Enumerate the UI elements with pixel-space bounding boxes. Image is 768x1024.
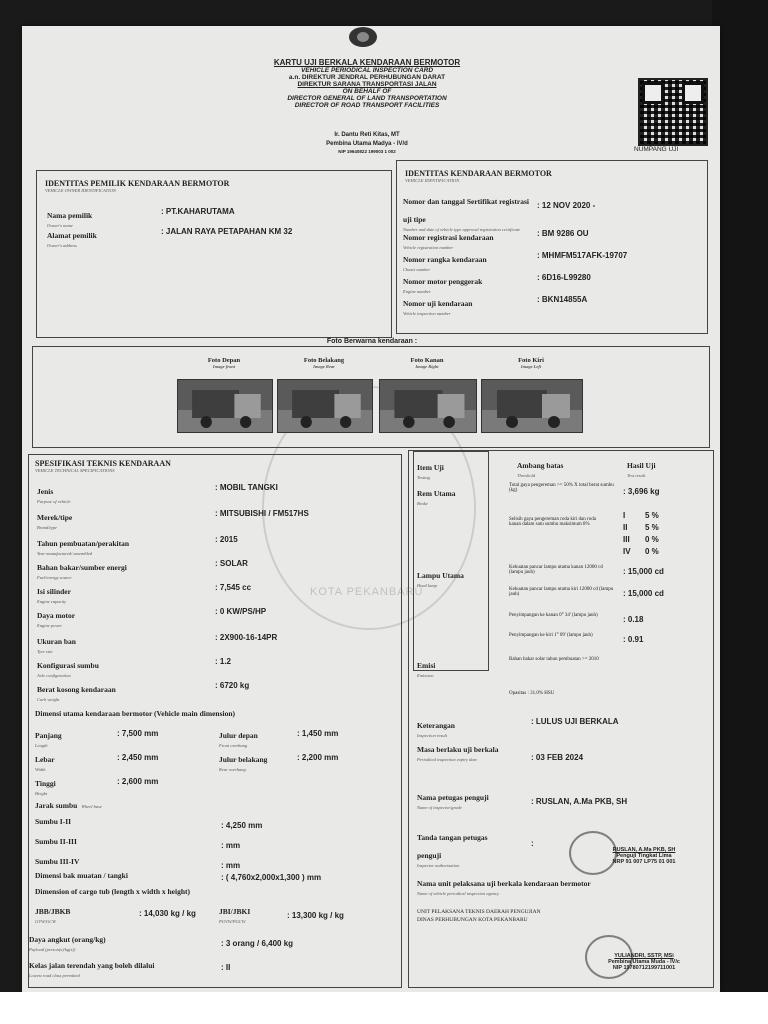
overhang-value: : 1,450 mm — [297, 729, 339, 738]
vehicle-id-value: : BM 9286 OU — [537, 229, 589, 238]
spec-label: Daya motor — [37, 611, 76, 620]
headlamp-result: : 15,000 cd — [623, 589, 664, 598]
result-label: Keterangan — [417, 721, 455, 730]
jbb-sub: GVW/GCW — [35, 919, 56, 924]
vehicle-id-sub: Chasis number — [403, 267, 431, 272]
vehicle-id-value: : BKN14855A — [537, 295, 588, 304]
cargo-value: : ( 4,760x2,000x1,300 ) mm — [221, 873, 322, 882]
brake-sub: Brake — [417, 501, 428, 506]
vehicle-photo — [177, 379, 273, 433]
overhang-sub: Rear overhang — [219, 767, 246, 772]
signer-rank: Pembina Utama Madya - IV/d — [326, 141, 408, 147]
vehicle-id-value: : 12 NOV 2020 - — [537, 201, 596, 210]
specs-subtitle: VEHICLE TECHNICAL SPECIFICATIONS — [35, 468, 115, 473]
vehicle-id-subtitle: VEHICLE IDENTIFICATION — [405, 178, 460, 183]
header-line-1: a.n. DIREKTUR JENDRAL PERHUBUNGAN DARAT — [288, 74, 446, 81]
col-threshold-sub: Threshold — [517, 473, 536, 478]
headlamp-threshold: Penyimpangan ke kanan 0° 34' (lampu jauh) — [509, 613, 598, 618]
vehicle-photo — [481, 379, 583, 433]
headlamp-result: : 0.91 — [623, 635, 644, 644]
expiry-value: : 03 FEB 2024 — [531, 753, 584, 762]
dimension-sub: Length — [35, 743, 48, 748]
photo-label: Foto Depan — [207, 357, 241, 364]
owner-section-subtitle: VEHICLE OWNER IDENTIFICATION — [45, 188, 116, 193]
axle-value: : 4,250 mm — [221, 821, 263, 830]
expiry-sub: Periodical inspection expiry date — [417, 757, 477, 762]
officer-sub: Name of inspector/grade — [417, 805, 462, 810]
spec-label: Jenis — [37, 487, 54, 496]
photo-label: Foto Belakang — [303, 357, 345, 364]
road-class-value: : II — [221, 963, 231, 972]
expiry-group — [417, 739, 513, 762]
brake-group — [417, 483, 456, 506]
spec-label: Ukuran ban — [37, 637, 76, 646]
unit-value-2: DINAS PERHUBUNGAN KOTA PEKANBARU — [417, 917, 528, 923]
test-results-section — [408, 450, 714, 988]
brake-axle-id: IV — [623, 547, 631, 556]
spec-label: Tahun pembuatan/perakitan — [37, 539, 130, 548]
spec-row-label — [37, 655, 207, 678]
dimension-row-label — [35, 725, 115, 748]
spec-sub: Year manufactured/ assembled — [37, 551, 93, 556]
axle-label: Sumbu II-III — [35, 837, 77, 846]
unit-value-1: UNIT PELAKSANA TEKNIS DAERAH PENGUJIAN — [417, 909, 541, 915]
overhang-row-label — [219, 749, 299, 772]
photo-sub: Image front — [212, 364, 236, 369]
vehicle-id-sub: Number and date of vehicle type approval registration certificate — [403, 227, 521, 232]
brake-axle-id: II — [623, 523, 628, 532]
overhang-label: Julur depan — [219, 731, 258, 740]
officer-label: Nama petugas penguji — [417, 793, 489, 802]
spec-sub: Curb weight — [37, 697, 60, 702]
road-class-label: Kelas jalan terendah yang boleh dilalui — [29, 961, 155, 970]
dimension-label: Tinggi — [35, 779, 56, 788]
jbb-group — [35, 901, 70, 924]
vehicle-photo — [277, 379, 373, 433]
brake-axle-id: I — [623, 511, 626, 520]
card-header — [222, 58, 512, 109]
wheelbase-group — [35, 795, 102, 813]
dimension-value: : 2,600 mm — [117, 777, 159, 786]
spec-row-label — [37, 507, 207, 530]
spec-sub: Engine capacity — [37, 599, 67, 604]
headlamp-threshold: Penyimpangan ke kiri 1° 09' (lampu jauh) — [509, 633, 593, 638]
photo-label: Foto Kanan — [410, 357, 444, 364]
signature-sub: Inspector authorization — [417, 863, 460, 868]
road-class-sub: Lowest road class permitted — [29, 973, 80, 978]
dimension-label: Lebar — [35, 755, 55, 764]
signer-name: Ir. Dantu Reti Kitas, MT — [334, 132, 400, 138]
card-title: KARTU UJI BERKALA KENDARAAN BERMOTOR — [273, 58, 461, 67]
owner-name-sub: Owner's name — [47, 223, 73, 228]
photo-caption — [481, 357, 581, 369]
head-sign-nip: NIP 19780712199711001 — [612, 965, 676, 971]
inspection-card — [22, 26, 720, 992]
jbi-value: : 13,300 kg / kg — [287, 911, 344, 920]
officer-value: : RUSLAN, A.Ma PKB, SH — [531, 797, 628, 806]
spec-value: : 1.2 — [215, 657, 232, 666]
vehicle-id-row-label — [403, 271, 533, 294]
officer-group — [417, 787, 513, 810]
col-result-header — [627, 455, 656, 478]
inspector-sign-name: RUSLAN, A.Ma PKB, SH — [612, 847, 676, 853]
owner-address-sub: Owner's address — [47, 243, 77, 248]
vehicle-id-row-label — [403, 227, 533, 250]
overhang-sub: Front overhang — [219, 743, 248, 748]
emission-threshold: Bahan bakar solar tahun pembuatan >= 2010 — [509, 657, 599, 662]
vehicle-id-label: Nomor motor penggerak — [403, 277, 483, 286]
spec-value: : 0 KW/PS/HP — [215, 607, 267, 616]
col-result-sub: Test result — [627, 473, 646, 478]
signature-colon: : — [531, 839, 534, 848]
spec-value: : 6720 kg — [215, 681, 250, 690]
headlamp-result: : 0.18 — [623, 615, 644, 624]
brake-threshold-1: Total gaya pengereman >= 50% X total berat sumbu (kg) — [509, 483, 614, 493]
spec-sub: Purpose of vehicle — [37, 499, 71, 504]
vehicle-id-label: Nomor dan tanggal Sertifikat registrasi uji tipe — [403, 197, 529, 224]
headlamp-label: Lampu Utama — [417, 571, 464, 580]
owner-address-label-group — [47, 225, 157, 248]
vehicle-id-sub: Vehicle registration number — [403, 245, 454, 250]
vehicle-id-value: : MHMFM517AFK-19707 — [537, 251, 628, 260]
photo-label: Foto Kiri — [518, 357, 544, 364]
vehicle-identification-section — [396, 160, 708, 334]
headlamp-sub: Head lamp — [417, 583, 437, 588]
vehicle-id-label: Nomor rangka kendaraan — [403, 255, 487, 264]
spec-value: : SOLAR — [215, 559, 248, 568]
spec-label: Merek/tipe — [37, 513, 73, 522]
spec-label: Isi silinder — [37, 587, 71, 596]
cargo-label: Dimensi bak muatan / tangki — [35, 871, 128, 880]
unit-label: Nama unit pelaksana uji berkala kendaraan bermotor — [417, 879, 591, 888]
dimension-row-label — [35, 749, 115, 772]
spec-value: : MOBIL TANGKI — [215, 483, 278, 492]
specs-title: SPESIFIKASI TEKNIS KENDARAAN — [35, 459, 171, 468]
spec-row-label — [37, 481, 207, 504]
numpang-uji-label: NUMPANG UJI — [634, 146, 679, 153]
head-signature-block — [589, 953, 699, 971]
spec-value: : 2X900-16-14PR — [215, 633, 278, 642]
background-edge — [712, 0, 768, 1024]
wheelbase-sub: Wheel base — [81, 804, 102, 809]
dimension-sub: Height — [35, 791, 48, 796]
jbi-label: JBI/JBKI — [219, 907, 251, 916]
col-threshold-header — [517, 455, 563, 478]
vehicle-id-row-label — [403, 249, 533, 272]
col-result-title: Hasil Uji — [627, 461, 656, 470]
owner-section — [36, 170, 392, 338]
brake-threshold-2: Selisih gaya pengereman roda kiri dan roda kanan dalam satu sumbu maksimum 8% — [509, 517, 596, 527]
payload-group — [29, 929, 106, 952]
spec-label: Bahan bakar/sumber energi — [37, 563, 127, 572]
photo-sub: Image Left — [520, 364, 542, 369]
signature-label: Tanda tangan petugas penguji — [417, 833, 488, 860]
road-class-group — [29, 955, 155, 978]
spec-value: : 7,545 cc — [215, 583, 252, 592]
signature-group — [417, 827, 513, 868]
photo-caption — [379, 357, 475, 369]
spec-row-label — [37, 581, 207, 604]
dimension-value: : 2,450 mm — [117, 753, 159, 762]
signer-nip: NIP 19640822 199003 1 002 — [338, 149, 396, 154]
brake-axle-value: 0 % — [645, 535, 659, 544]
headlamp-result: : 15,000 cd — [623, 567, 664, 576]
garuda-emblem-icon — [346, 26, 380, 48]
header-line-2: DIREKTUR SARANA TRANSPORTASI JALAN — [297, 81, 437, 88]
photo-caption — [177, 357, 271, 369]
payload-value: : 3 orang / 6,400 kg — [221, 939, 294, 948]
inspector-signature-block — [589, 847, 699, 865]
vehicle-id-label: Nomor uji kendaraan — [403, 299, 473, 308]
photo-caption — [277, 357, 371, 369]
spec-row-label — [37, 533, 207, 556]
spec-sub: Engine power — [37, 623, 63, 628]
spec-row-label — [37, 557, 207, 580]
spec-sub: Axle configuration — [37, 673, 71, 678]
cargo-sub: Dimension of cargo tub (length x width x height) — [35, 887, 191, 896]
vehicle-photo — [379, 379, 477, 433]
brake-axle-value: 5 % — [645, 511, 659, 520]
dimension-title: Dimensi utama kendaraan bermotor (Vehicle main dimension) — [35, 709, 236, 718]
photos-section — [32, 346, 710, 448]
overhang-label: Julur belakang — [219, 755, 268, 764]
inspector-sign-nrp: NRP 91 007 LP75 01 001 — [612, 859, 676, 865]
axle-value: : mm — [221, 861, 241, 870]
vehicle-id-title: IDENTITAS KENDARAAN BERMOTOR — [405, 169, 552, 178]
headlamp-threshold: Kekuatan pancar lampu utama kanan 12000 cd (lampu jauh) — [509, 565, 603, 575]
brake-axle-value: 0 % — [645, 547, 659, 556]
opacity-value: Opasitas : 31.0% HSU — [509, 691, 555, 696]
header-line-4: DIRECTOR GENERAL OF LAND TRANSPORTATION — [287, 95, 447, 102]
result-sub: Inspection result — [417, 733, 447, 738]
spec-value: : 2015 — [215, 535, 238, 544]
header-line-3: ON BEHALF OF — [342, 88, 392, 95]
axle-label: Sumbu III-IV — [35, 857, 80, 866]
expiry-label: Masa berlaku uji berkala — [417, 745, 499, 754]
spec-row-label — [37, 605, 207, 628]
card-title-en: VEHICLE PERIODICAL INSPECTION CARD — [300, 67, 434, 74]
photo-sub: Image Right — [415, 364, 439, 369]
payload-sub: Payload (person(s)/kg(s)) — [29, 947, 76, 952]
col-threshold-title: Ambang batas — [517, 461, 564, 470]
vehicle-id-sub: Engine number — [403, 289, 431, 294]
jbi-sub: PGVW/PGCW — [219, 919, 246, 924]
headlamp-group — [417, 565, 464, 588]
spec-value: : MITSUBISHI / FM517HS — [215, 509, 309, 518]
photos-title: Foto Berwarna kendaraan : — [326, 338, 418, 345]
col-item-title: Item Uji — [417, 463, 444, 472]
spec-sub: Brand/type — [37, 525, 57, 530]
owner-section-title: IDENTITAS PEMILIK KENDARAAN BERMOTOR — [45, 179, 230, 188]
brake-axle-id: III — [623, 535, 630, 544]
spec-row-label — [37, 679, 207, 702]
owner-address-value: : JALAN RAYA PETAPAHAN KM 32 — [161, 227, 293, 236]
watermark-text: KOTA PEKANBARU — [310, 586, 424, 598]
vehicle-id-value: : 6D16-L99280 — [537, 273, 591, 282]
dimension-sub: Width — [35, 767, 46, 772]
overhang-row-label — [219, 725, 299, 748]
spec-sub: Fuel/energy source — [37, 575, 72, 580]
wheelbase-label: Jarak sumbu — [35, 801, 78, 810]
vehicle-id-row-label — [403, 191, 533, 232]
brake-result-1: : 3,696 kg — [623, 487, 660, 496]
vehicle-id-sub: Vehicle inspection number — [403, 311, 451, 316]
col-item-header — [417, 457, 444, 480]
dimension-value: : 7,500 mm — [117, 729, 159, 738]
bottom-margin — [0, 992, 768, 1024]
inspector-sign-rank: Penguji Tingkat Lima — [616, 853, 672, 859]
qr-code-icon — [638, 78, 708, 146]
emission-sub: Emission — [417, 673, 434, 678]
dimension-row-label — [35, 773, 115, 796]
header-line-5: DIRECTOR OF ROAD TRANSPORT FACILITIES — [294, 102, 440, 109]
photo-sub: Image Rear — [313, 364, 335, 369]
headlamp-threshold: Kekuatan pancar lampu utama kiri 12000 cd (lampu jauh) — [509, 587, 614, 597]
owner-name-value: : PT.KAHARUTAMA — [161, 207, 235, 216]
vehicle-id-row-label — [403, 293, 533, 316]
result-value: : LULUS UJI BERKALA — [531, 717, 619, 726]
spec-sub: Tyre size — [37, 649, 53, 654]
vehicle-id-label: Nomor registrasi kendaraan — [403, 233, 494, 242]
result-group — [417, 715, 455, 738]
spec-label: Berat kosong kendaraan — [37, 685, 116, 694]
axle-label: Sumbu I-II — [35, 817, 72, 826]
owner-address-label: Alamat pemilik — [47, 231, 97, 240]
technical-specifications-section — [28, 454, 402, 988]
payload-label: Daya angkut (orang/kg) — [29, 935, 106, 944]
header-signature — [262, 132, 472, 154]
emission-group — [417, 655, 435, 678]
brake-label: Rem Utama — [417, 489, 456, 498]
jbb-label: JBB/JBKB — [35, 907, 71, 916]
brake-axle-value: 5 % — [645, 523, 659, 532]
owner-name-label: Nama pemilik — [47, 211, 93, 220]
emission-label: Emisi — [417, 661, 436, 670]
spec-label: Konfigurasi sumbu — [37, 661, 99, 670]
jbi-group — [219, 901, 250, 924]
unit-sub: Name of vehicle periodical inspection agency — [417, 891, 500, 896]
col-item-sub: Testing — [417, 475, 430, 480]
axle-value: : mm — [221, 841, 241, 850]
head-sign-name: YULIANDRI, SSTP, MSi — [614, 953, 674, 959]
spec-row-label — [37, 631, 207, 654]
overhang-value: : 2,200 mm — [297, 753, 339, 762]
head-sign-rank: Pembina Utama Muda - IV/c — [608, 959, 680, 965]
dimension-label: Panjang — [35, 731, 62, 740]
jbb-value: : 14,030 kg / kg — [139, 909, 196, 918]
